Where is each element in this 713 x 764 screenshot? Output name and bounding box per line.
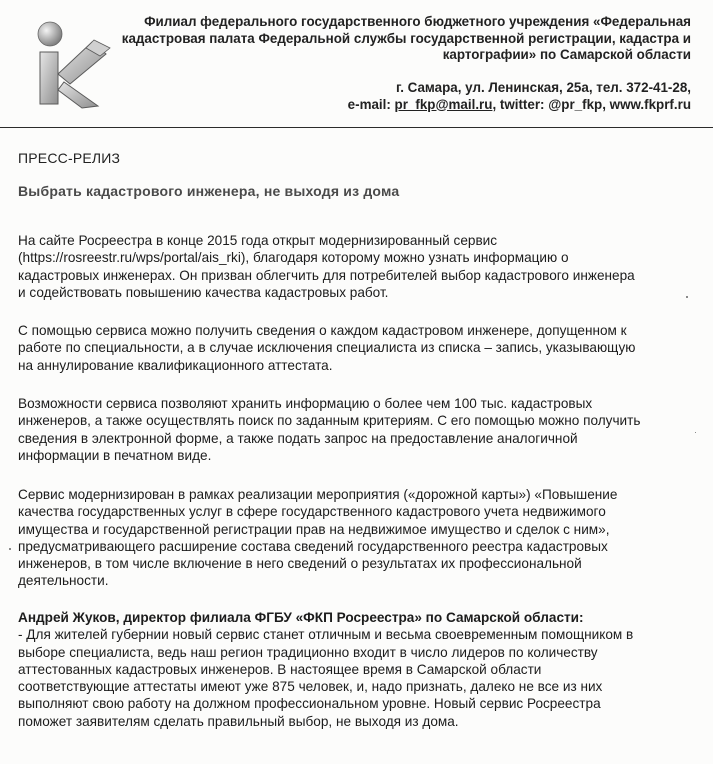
text-line: выборе специалиста, ведь наш регион традиционно входит в число лидеров по количеству: [18, 644, 598, 660]
address: г. Самара, ул. Ленинская, 25а, тел. 372-41-28,: [395, 80, 691, 95]
text-line: деятельности.: [18, 573, 109, 589]
scan-speck: [695, 432, 696, 433]
twitter-label: , twitter:: [492, 96, 549, 112]
text-line: На сайте Росреестра в конце 2015 года открыт модернизированный сервис: [18, 233, 498, 248]
text-line: выполняют свою работу на должном профессиональном уровне. Новый сервис Росреестра: [18, 696, 601, 712]
website[interactable]: , www.fkprf.ru: [602, 96, 691, 112]
contacts-block: [131, 80, 691, 113]
text-line: работе по специальности, а в случае исключения специалиста из списка – запись, указывающую: [18, 340, 636, 356]
text-line: Сервис модернизирован в рамках реализации мероприятия («дорожной карты») «Повышение: [18, 487, 618, 502]
text-line: сведения в электронной форме, а также подать запрос на предоставление аналогичной: [18, 430, 578, 446]
cadastral-chamber-logo-icon: [20, 12, 120, 112]
org-line: картографии» по Самарской области: [442, 47, 691, 63]
contact-line: [131, 97, 691, 114]
header-divider: [0, 127, 713, 128]
document-type: ПРЕСС-РЕЛИЗ: [18, 150, 121, 166]
text-line: соответствующие аттестаты имеют уже 875 человек, и, надо признать, далеко не все из них: [18, 679, 603, 695]
paragraph: [18, 395, 700, 464]
text-line: качества государственных услуг в сфере государственного кадастрового учета недвижимого: [18, 504, 606, 520]
text-line: на аннулирование квалификационного аттестата.: [18, 357, 333, 373]
quote-paragraph: [18, 609, 700, 730]
document-title: Выбрать кадастрового инженера, не выходя из дома: [18, 183, 400, 199]
text-line: имущества и государственной регистрации прав на недвижимое имущество и сделок с ним»,: [18, 521, 610, 537]
scan-speck: [686, 296, 688, 298]
paragraph: [18, 486, 700, 590]
twitter-handle[interactable]: @pr_fkp: [548, 96, 603, 112]
organization-name: [111, 14, 691, 64]
text-line: инженеров, в том числе включение в него сведений о результатах их профессиональной: [18, 556, 582, 572]
text-line: поможет заявителям сделать правильный выбор, не выходя из дома.: [18, 713, 459, 729]
email-label: e-mail:: [347, 96, 395, 112]
paragraph: [18, 232, 700, 301]
quote-author: Андрей Жуков, директор филиала ФГБУ «ФКП Росреестра» по Самарской области:: [18, 610, 584, 625]
email-link[interactable]: pr_fkp@mail.ru: [394, 96, 493, 112]
org-line: кадастровая палата Федеральной службы государственной регистрации, кадастра и: [121, 30, 691, 46]
org-line: Филиал федерального государственного бюджетного учреждения «Федеральная: [144, 14, 691, 29]
text-line: инженеров, а также осуществлять поиск по заданным критериям. С его помощью можно получить: [18, 413, 641, 429]
text-line: - Для жителей губернии новый сервис станет отличным и весьма своевременным помощником в: [18, 627, 634, 643]
text-line: аттестованных кадастровых инженеров. В настоящее время в Самарской области: [18, 661, 542, 677]
text-line: (https://rosreestr.ru/wps/portal/ais_rki), благодаря которому можно узнать информацию о: [18, 250, 569, 266]
paragraph: [18, 322, 700, 374]
text-line: и содействовать повышению качества кадастровых работ.: [18, 284, 389, 300]
scan-speck: [9, 548, 11, 550]
text-line: Возможности сервиса позволяют хранить информацию о более чем 100 тыс. кадастровых: [18, 396, 593, 411]
text-line: предусматривающего расширение состава сведений государственного реестра кадастровых: [18, 538, 608, 554]
text-line: С помощью сервиса можно получить сведения о каждом кадастровом инженере, допущенном к: [18, 323, 627, 338]
text-line: кадастровых инженерах. Он призван облегчить для потребителей выбор кадастрового инженера: [18, 267, 635, 283]
text-line: информации в печатном виде.: [18, 447, 212, 463]
